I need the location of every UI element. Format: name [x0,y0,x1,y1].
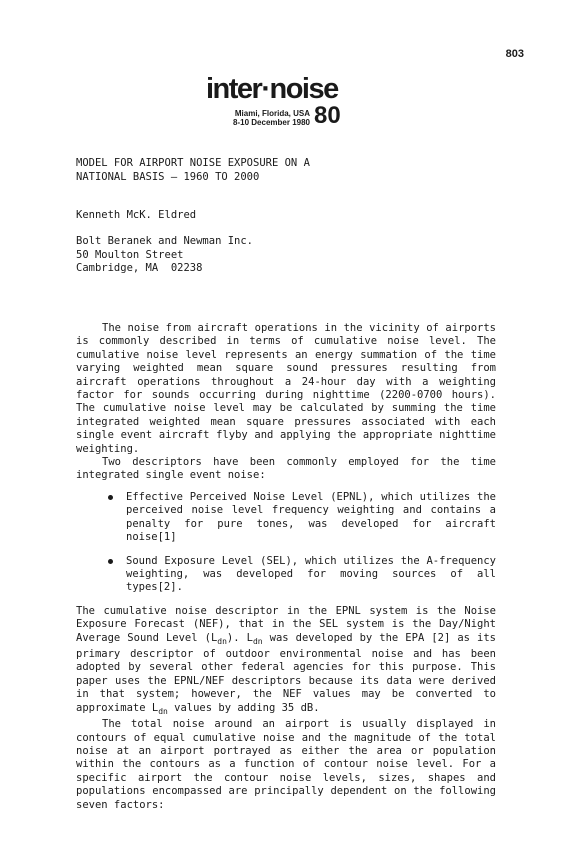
page-number: 803 [505,48,524,60]
paragraph-1: The noise from aircraft operations in the vicinity of airports is commonly described in terms of cumulative noise level. The cumulative noise level represents an energy summation of the time varying weighted mean square sound pressures resulting from aircraft operations throughout a 24-hour day with a weighting factor for sounds occurring during nighttime (2200-0700 hours). The cumulative noise level may be calculated by summing the time integrated weighted mean square pressures associated with each single event aircraft flyby and applying the appropriate nighttime weighting. [76,322,496,455]
title-line-1: MODEL FOR AIRPORT NOISE EXPOSURE ON A [76,157,310,169]
logo-year: 80 [314,102,341,129]
list-item [76,555,496,595]
paragraph-3 [76,605,496,718]
author-name: Kenneth McK. Eldred [76,209,197,221]
logo-wordmark: inter·noise [206,73,338,105]
paragraph-3-part-a: The cumulative noise descriptor in the EPNL system is the Noise Exposure Forecast (NEF), that in the SEL system is the Day/Night Average Sound Level (L [76,604,496,644]
paragraph-3-part-c: was developed by the EPA [2] as its primary descriptor of outdoor environmental noise and has been adopted by several other federal agencies for this purpose. This paper uses the EPNL/NEF descriptors because its data were derived in that system; however, the NEF values may be converted to approximate L [76,631,496,714]
address-line-3: Cambridge, MA 02238 [76,262,203,274]
list-item-text: Sound Exposure Level (SEL), which utilizes the A-frequency weighting, was developed for moving sources of all types[2]. [126,554,496,594]
conference-logo [206,73,356,132]
bullet-icon [108,559,113,564]
paragraph-3-part-d: values by adding 35 dB. [167,701,320,714]
ldn-subscript: dn [252,636,263,646]
body-text [76,322,496,812]
address-line-1: Bolt Beranek and Newman Inc. [76,235,254,247]
title-line-2: NATIONAL BASIS — 1960 TO 2000 [76,170,260,183]
list-item-text: Effective Perceived Noise Level (EPNL), which utilizes the perceived noise level frequency weighting and contains a penalty for pure tones, was developed for aircraft noise[1] [126,490,496,544]
ldn-subscript: dn [217,636,227,646]
paragraph-2: Two descriptors have been commonly employed for the time integrated single event noise: [76,456,496,482]
author-address [76,235,253,276]
paper-title [76,157,310,184]
list-item [76,491,496,545]
paragraph-3-part-b: ). L [226,631,253,644]
logo-location: Miami, Florida, USA [234,109,310,118]
bullet-icon [108,495,113,500]
address-line-2: 50 Moulton Street [76,248,184,261]
descriptor-list [76,491,496,595]
ldn-subscript: dn [158,706,168,716]
paragraph-4: The total noise around an airport is usually displayed in contours of equal cumulative noise and the magnitude of the total noise at an airport portrayed as either the area or population within the contours as a function of contour noise level. For a specific airport the contour noise levels, sizes, shapes and populations encompassed are principally dependent on the following seven factors: [76,718,496,811]
logo-dates: 8-10 December 1980 [233,118,310,127]
